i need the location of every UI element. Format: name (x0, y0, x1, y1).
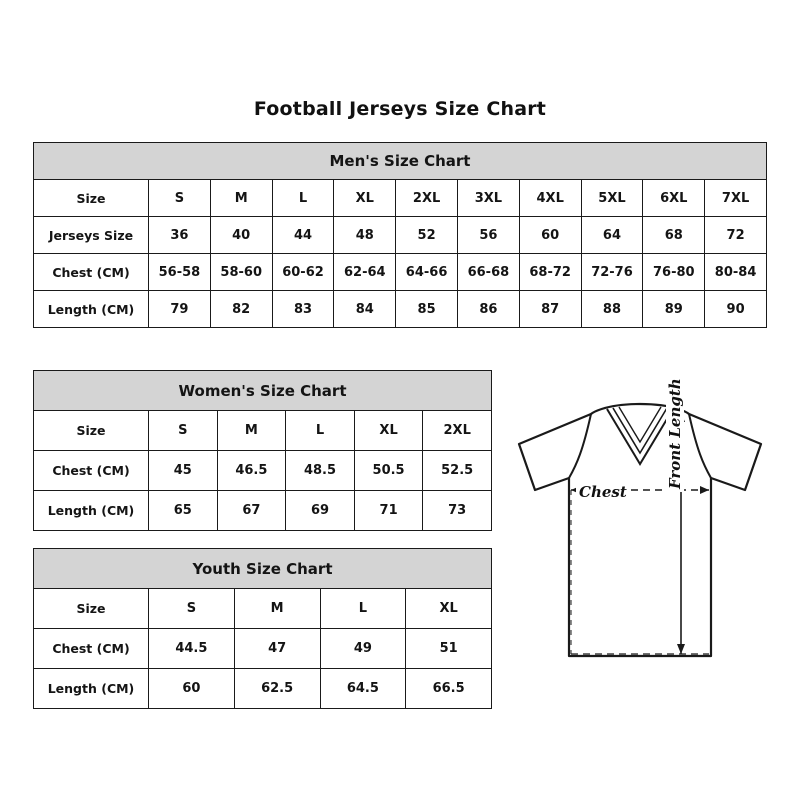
table-row (34, 669, 492, 709)
table-cell: 40 (210, 217, 272, 254)
table-cell: 52.5 (423, 451, 492, 491)
left-sleeve-seam (569, 414, 591, 478)
table-cell: 46.5 (217, 451, 286, 491)
mens-size-chart-table (33, 142, 767, 328)
table-cell: 90 (705, 291, 767, 328)
table-cell: 86 (457, 291, 519, 328)
table-cell: 52 (396, 217, 458, 254)
chest-arrow-right (700, 486, 709, 494)
row-label: Chest (CM) (34, 254, 149, 291)
table-cell: 65 (149, 491, 218, 531)
table-cell: 84 (334, 291, 396, 328)
table-cell: 66-68 (457, 254, 519, 291)
table-row (34, 451, 492, 491)
size-header-cell: 5XL (581, 180, 643, 217)
table-cell: 44 (272, 217, 334, 254)
collar-inner-2 (619, 407, 661, 442)
size-header-cell: M (234, 589, 320, 629)
row-label: Chest (CM) (34, 451, 149, 491)
size-header-cell: 7XL (705, 180, 767, 217)
table-cell: 49 (320, 629, 406, 669)
table-cell: 80-84 (705, 254, 767, 291)
youth-chart-caption: Youth Size Chart (34, 549, 492, 589)
table-cell: 64-66 (396, 254, 458, 291)
table-cell: 44.5 (149, 629, 235, 669)
jersey-outline-svg (495, 398, 785, 688)
collar-inner (613, 408, 667, 453)
size-header-cell: 2XL (396, 180, 458, 217)
table-cell: 69 (286, 491, 355, 531)
table-cell: 56 (457, 217, 519, 254)
size-header-cell: L (320, 589, 406, 629)
youth-size-chart-table (33, 548, 492, 709)
table-cell: 64.5 (320, 669, 406, 709)
row-label: Length (CM) (34, 291, 149, 328)
size-header-cell: S (149, 180, 211, 217)
table-cell: 72 (705, 217, 767, 254)
table-cell: 67 (217, 491, 286, 531)
table-cell: 82 (210, 291, 272, 328)
column-header-size: Size (34, 411, 149, 451)
table-row (34, 254, 767, 291)
table-header-row (34, 411, 492, 451)
row-label: Length (CM) (34, 491, 149, 531)
table-cell: 45 (149, 451, 218, 491)
table-cell: 71 (354, 491, 423, 531)
table-cell: 72-76 (581, 254, 643, 291)
size-header-cell: M (217, 411, 286, 451)
table-caption-row (34, 371, 492, 411)
chest-measurement-label: Chest (576, 483, 630, 501)
row-label: Chest (CM) (34, 629, 149, 669)
table-cell: 88 (581, 291, 643, 328)
size-header-cell: S (149, 411, 218, 451)
table-cell: 51 (406, 629, 492, 669)
table-cell: 48 (334, 217, 396, 254)
jersey-measurement-diagram (495, 378, 785, 698)
table-cell: 47 (234, 629, 320, 669)
table-cell: 62-64 (334, 254, 396, 291)
table-cell: 73 (423, 491, 492, 531)
table-cell: 85 (396, 291, 458, 328)
table-cell: 36 (149, 217, 211, 254)
womens-size-chart-table (33, 370, 492, 531)
table-row (34, 291, 767, 328)
table-cell: 64 (581, 217, 643, 254)
table-cell: 83 (272, 291, 334, 328)
table-cell: 89 (643, 291, 705, 328)
table-cell: 48.5 (286, 451, 355, 491)
column-header-size: Size (34, 180, 149, 217)
table-row (34, 217, 767, 254)
table-header-row (34, 589, 492, 629)
table-cell: 58-60 (210, 254, 272, 291)
size-header-cell: XL (406, 589, 492, 629)
table-cell: 56-58 (149, 254, 211, 291)
table-caption-row (34, 143, 767, 180)
size-header-cell: L (286, 411, 355, 451)
size-header-cell: 3XL (457, 180, 519, 217)
page-title: Football Jerseys Size Chart (253, 98, 547, 120)
right-sleeve-seam (689, 414, 711, 478)
table-cell: 60 (149, 669, 235, 709)
size-header-cell: S (149, 589, 235, 629)
size-header-cell: M (210, 180, 272, 217)
table-cell: 87 (519, 291, 581, 328)
column-header-size: Size (34, 589, 149, 629)
size-header-cell: 6XL (643, 180, 705, 217)
size-header-cell: L (272, 180, 334, 217)
table-cell: 68 (643, 217, 705, 254)
table-cell: 66.5 (406, 669, 492, 709)
table-cell: 68-72 (519, 254, 581, 291)
front-length-measurement-label: Front Length (666, 375, 684, 492)
size-header-cell: 2XL (423, 411, 492, 451)
front-length-arrow-bottom (677, 644, 685, 654)
table-cell: 62.5 (234, 669, 320, 709)
table-cell: 50.5 (354, 451, 423, 491)
size-header-cell: 4XL (519, 180, 581, 217)
table-header-row (34, 180, 767, 217)
table-caption-row (34, 549, 492, 589)
size-header-cell: XL (334, 180, 396, 217)
collar-outer (607, 409, 673, 464)
row-label: Length (CM) (34, 669, 149, 709)
womens-chart-caption: Women's Size Chart (34, 371, 492, 411)
row-label: Jerseys Size (34, 217, 149, 254)
table-row (34, 491, 492, 531)
table-cell: 60-62 (272, 254, 334, 291)
table-row (34, 629, 492, 669)
table-cell: 60 (519, 217, 581, 254)
mens-chart-caption: Men's Size Chart (34, 143, 767, 180)
table-cell: 79 (149, 291, 211, 328)
table-cell: 76-80 (643, 254, 705, 291)
size-header-cell: XL (354, 411, 423, 451)
